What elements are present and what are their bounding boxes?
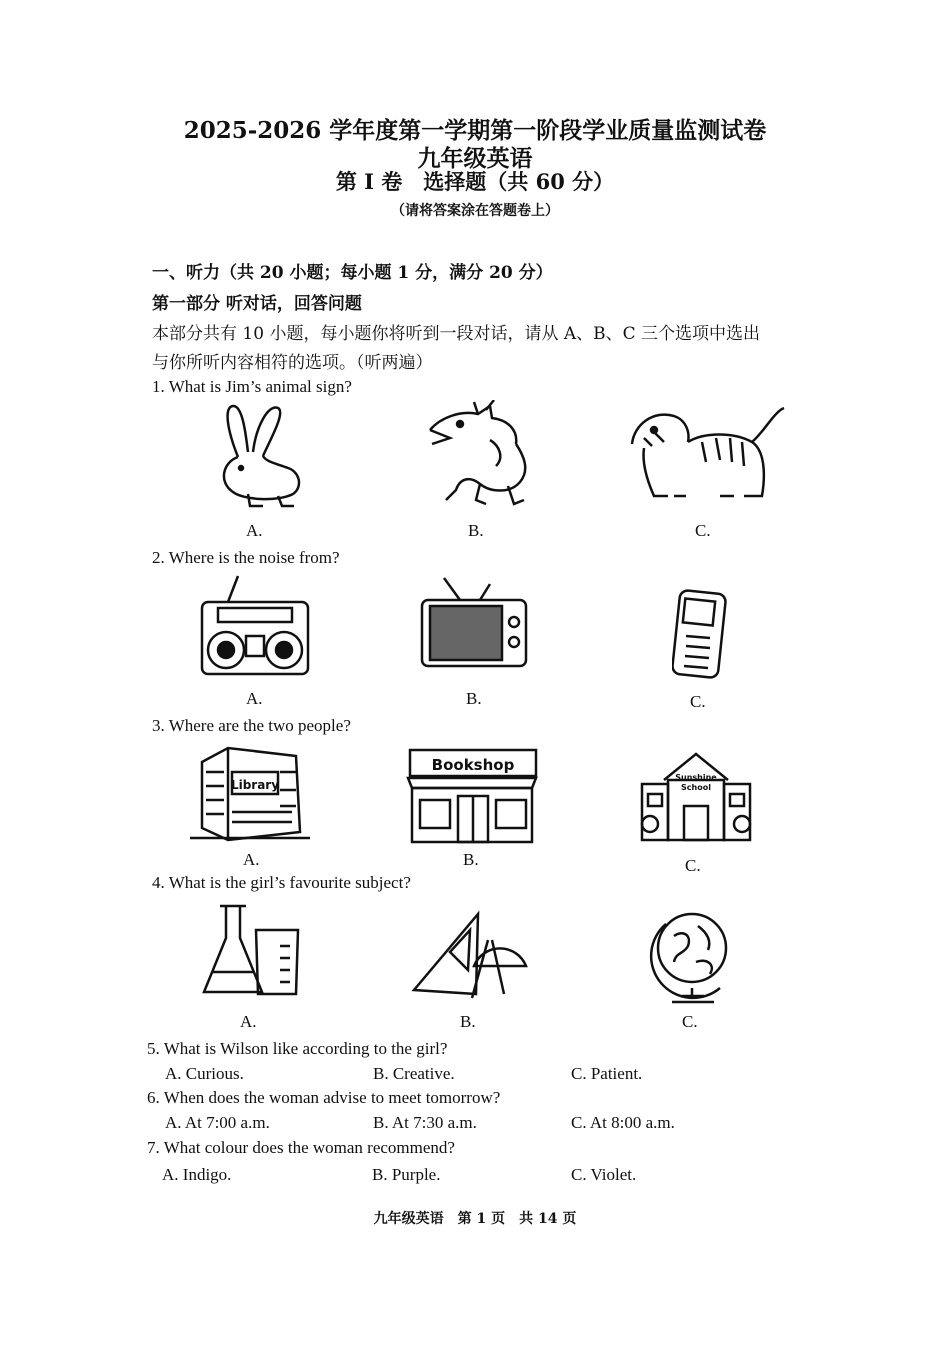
question-4: 4. What is the girl’s favourite subject? — [152, 873, 411, 892]
q6-option-b: B. At 7:30 a.m. — [373, 1113, 477, 1132]
q7-option-b: B. Purple. — [372, 1165, 441, 1184]
q6-option-a: A. At 7:00 a.m. — [165, 1113, 270, 1132]
q3-option-a: A. — [243, 850, 260, 869]
volume-title: 第 I 卷 选择题（共 60 分） — [335, 169, 615, 194]
q1-option-b: B. — [468, 521, 484, 540]
q3-option-b: B. — [463, 850, 479, 869]
exam-title: 2025-2026 学年度第一学期第一阶段学业质量监测试卷 — [183, 117, 767, 144]
q3-option-c: C. — [685, 856, 701, 875]
q4-option-a: A. — [240, 1012, 257, 1031]
page-footer: 九年级英语 第 1 页 共 14 页 — [373, 1211, 577, 1227]
library-icon — [188, 742, 312, 844]
q2-option-a: A. — [246, 689, 263, 708]
q2-option-c: C. — [690, 692, 706, 711]
school-icon — [636, 750, 756, 846]
library-sign: Library — [230, 778, 280, 792]
section-heading: 一、听力（共 20 小题；每小题 1 分，满分 20 分） — [152, 263, 553, 283]
question-7: 7. What colour does the woman recommend? — [147, 1138, 455, 1157]
directions-line-2: 与你所听内容相符的选项。（听两遍） — [152, 353, 433, 373]
question-1: 1. What is Jim’s animal sign? — [152, 377, 352, 396]
q5-option-c: C. Patient. — [571, 1064, 643, 1083]
school-sign-line1: Sunshine — [675, 773, 717, 782]
q5-option-a: A. Curious. — [165, 1064, 244, 1083]
bookshop-sign: Bookshop — [431, 756, 515, 774]
question-2: 2. Where is the noise from? — [152, 548, 340, 567]
q7-option-a: A. Indigo. — [162, 1165, 232, 1184]
bookshop-icon — [404, 748, 540, 846]
q4-option-c: C. — [682, 1012, 698, 1031]
school-sign-line2: School — [681, 783, 711, 792]
answer-instruction: （请将答案涂在答题卷上） — [391, 203, 559, 219]
radio-icon — [198, 574, 313, 678]
q4-option-b: B. — [460, 1012, 476, 1031]
rabbit-icon — [208, 402, 308, 512]
question-3: 3. Where are the two people? — [152, 716, 351, 735]
dragon-icon — [420, 400, 538, 512]
chemistry-flask-icon — [200, 902, 304, 1002]
television-icon — [420, 576, 530, 670]
q2-option-b: B. — [466, 689, 482, 708]
maths-tools-icon — [410, 910, 530, 1000]
question-5: 5. What is Wilson like according to the girl? — [147, 1039, 448, 1058]
part-title: 第一部分 听对话，回答问题 — [152, 294, 362, 314]
mobile-phone-icon — [672, 588, 728, 680]
exam-subject: 九年级英语 — [417, 145, 533, 172]
tiger-icon — [624, 402, 789, 504]
globe-icon — [646, 906, 740, 1006]
q1-option-a: A. — [246, 521, 263, 540]
q6-option-c: C. At 8:00 a.m. — [571, 1113, 675, 1132]
directions-line-1: 本部分共有 10 小题，每小题你将听到一段对话，请从 A、B、C 三个选项中选出 — [152, 324, 761, 344]
question-6: 6. When does the woman advise to meet tomorrow? — [147, 1088, 501, 1107]
q1-option-c: C. — [695, 521, 711, 540]
q5-option-b: B. Creative. — [373, 1064, 455, 1083]
q7-option-c: C. Violet. — [571, 1165, 637, 1184]
